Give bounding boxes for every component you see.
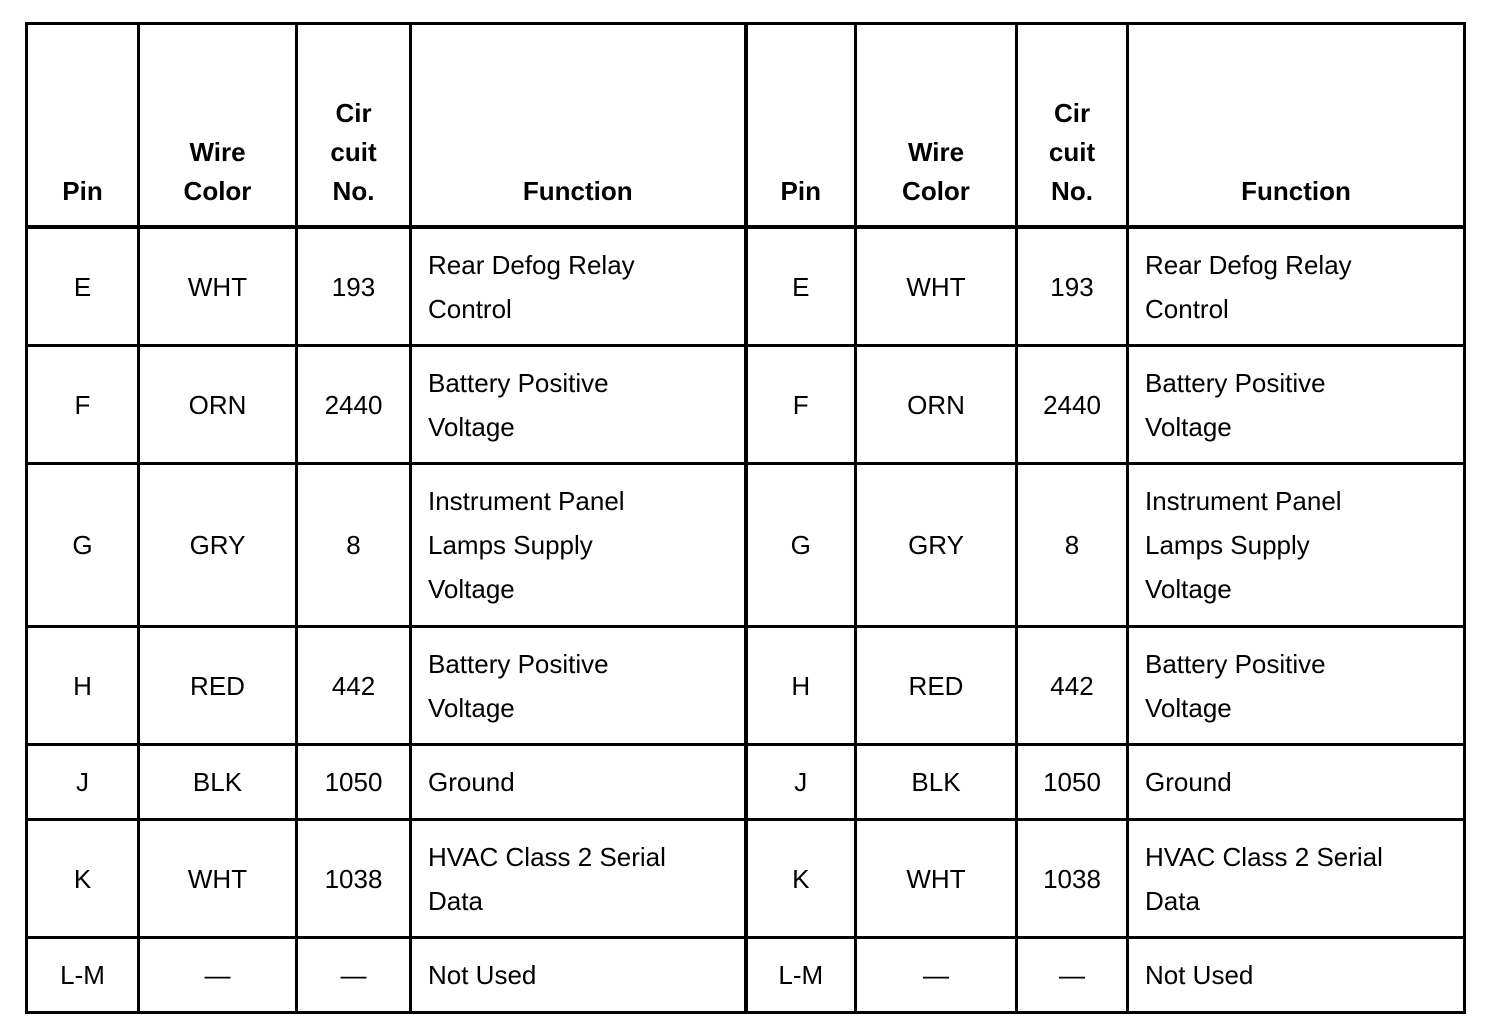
circuit-cell: 1050 bbox=[297, 745, 411, 820]
circuit-cell: 2440 bbox=[1017, 346, 1128, 464]
header-circuit-no: Cir cuit No. bbox=[297, 24, 411, 228]
table-row bbox=[27, 745, 1465, 820]
wire-color-cell: GRY bbox=[856, 464, 1017, 627]
circuit-cell: 1050 bbox=[1017, 745, 1128, 820]
wire-color-cell: WHT bbox=[856, 820, 1017, 938]
circuit-cell: 442 bbox=[1017, 627, 1128, 745]
header-pin: Pin bbox=[27, 24, 139, 228]
header-pin: Pin bbox=[746, 24, 856, 228]
header-wire-color: Wire Color bbox=[856, 24, 1017, 228]
pin-cell: G bbox=[746, 464, 856, 627]
pin-cell: H bbox=[746, 627, 856, 745]
circuit-cell: 1038 bbox=[1017, 820, 1128, 938]
table-row bbox=[27, 627, 1465, 745]
wire-color-cell: — bbox=[139, 938, 297, 1013]
wire-color-cell: WHT bbox=[139, 820, 297, 938]
header-circuit-no: Cir cuit No. bbox=[1017, 24, 1128, 228]
header-row bbox=[27, 24, 1465, 228]
table-row bbox=[27, 820, 1465, 938]
function-cell: HVAC Class 2 Serial Data bbox=[411, 820, 746, 938]
pin-cell: J bbox=[27, 745, 139, 820]
circuit-cell: 193 bbox=[1017, 227, 1128, 346]
wire-color-cell: ORN bbox=[856, 346, 1017, 464]
function-cell: Battery Positive Voltage bbox=[411, 346, 746, 464]
circuit-cell: 442 bbox=[297, 627, 411, 745]
pin-cell: H bbox=[27, 627, 139, 745]
circuit-cell: 8 bbox=[1017, 464, 1128, 627]
function-cell: Battery Positive Voltage bbox=[1128, 627, 1465, 745]
pin-cell: J bbox=[746, 745, 856, 820]
wire-color-cell: GRY bbox=[139, 464, 297, 627]
header-function: Function bbox=[411, 24, 746, 228]
function-cell: Not Used bbox=[411, 938, 746, 1013]
function-cell: HVAC Class 2 Serial Data bbox=[1128, 820, 1465, 938]
function-cell: Ground bbox=[1128, 745, 1465, 820]
table-row bbox=[27, 464, 1465, 627]
function-cell: Ground bbox=[411, 745, 746, 820]
table-row bbox=[27, 227, 1465, 346]
pin-cell: L-M bbox=[27, 938, 139, 1013]
function-cell: Battery Positive Voltage bbox=[1128, 346, 1465, 464]
function-cell: Instrument Panel Lamps Supply Voltage bbox=[1128, 464, 1465, 627]
function-cell: Rear Defog Relay Control bbox=[1128, 227, 1465, 346]
wire-color-cell: BLK bbox=[856, 745, 1017, 820]
circuit-cell: — bbox=[1017, 938, 1128, 1013]
wire-color-cell: RED bbox=[139, 627, 297, 745]
header-function: Function bbox=[1128, 24, 1465, 228]
pin-cell: L-M bbox=[746, 938, 856, 1013]
pin-cell: F bbox=[27, 346, 139, 464]
wire-color-cell: — bbox=[856, 938, 1017, 1013]
circuit-cell: 193 bbox=[297, 227, 411, 346]
table-row bbox=[27, 938, 1465, 1013]
pin-cell: E bbox=[27, 227, 139, 346]
circuit-cell: 2440 bbox=[297, 346, 411, 464]
circuit-cell: — bbox=[297, 938, 411, 1013]
function-cell: Rear Defog Relay Control bbox=[411, 227, 746, 346]
wire-color-cell: RED bbox=[856, 627, 1017, 745]
header-wire-color: Wire Color bbox=[139, 24, 297, 228]
wire-color-cell: WHT bbox=[139, 227, 297, 346]
function-cell: Battery Positive Voltage bbox=[411, 627, 746, 745]
wire-color-cell: WHT bbox=[856, 227, 1017, 346]
pin-cell: G bbox=[27, 464, 139, 627]
pin-cell: F bbox=[746, 346, 856, 464]
circuit-cell: 8 bbox=[297, 464, 411, 627]
table-row bbox=[27, 346, 1465, 464]
connector-pinout-table bbox=[25, 22, 1466, 1014]
circuit-cell: 1038 bbox=[297, 820, 411, 938]
wire-color-cell: ORN bbox=[139, 346, 297, 464]
pin-cell: E bbox=[746, 227, 856, 346]
function-cell: Instrument Panel Lamps Supply Voltage bbox=[411, 464, 746, 627]
pin-cell: K bbox=[746, 820, 856, 938]
function-cell: Not Used bbox=[1128, 938, 1465, 1013]
pin-cell: K bbox=[27, 820, 139, 938]
wire-color-cell: BLK bbox=[139, 745, 297, 820]
